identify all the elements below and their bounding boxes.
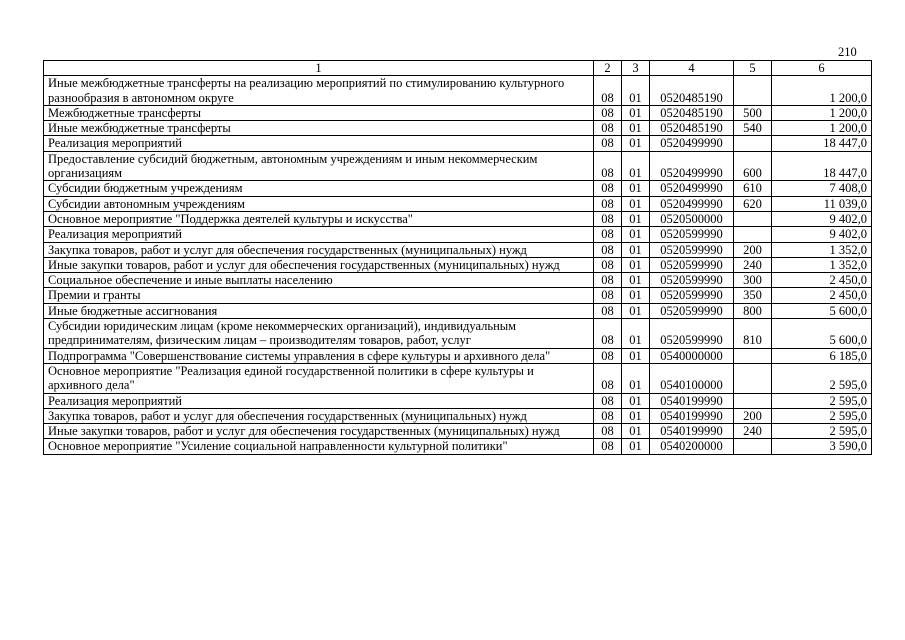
row-expense-type — [734, 348, 772, 363]
column-header: 1 — [44, 61, 594, 76]
table-row — [44, 319, 872, 349]
row-name: Реализация мероприятий — [44, 227, 594, 242]
row-section: 08 — [594, 211, 622, 226]
column-header: 6 — [772, 61, 872, 76]
table-row — [44, 136, 872, 151]
row-target-article: 0520485190 — [650, 105, 734, 120]
table-row — [44, 257, 872, 272]
row-section: 08 — [594, 273, 622, 288]
table-body — [44, 76, 872, 454]
row-section: 08 — [594, 363, 622, 393]
row-amount: 1 200,0 — [772, 76, 872, 106]
row-subsection: 01 — [622, 288, 650, 303]
row-name: Реализация мероприятий — [44, 136, 594, 151]
row-section: 08 — [594, 408, 622, 423]
table-row — [44, 273, 872, 288]
row-name: Субсидии бюджетным учреждениям — [44, 181, 594, 196]
row-subsection: 01 — [622, 227, 650, 242]
row-subsection: 01 — [622, 408, 650, 423]
row-name: Социальное обеспечение и иные выплаты населению — [44, 273, 594, 288]
row-expense-type: 300 — [734, 273, 772, 288]
row-expense-type — [734, 211, 772, 226]
row-subsection: 01 — [622, 242, 650, 257]
table-row — [44, 151, 872, 181]
row-amount: 11 039,0 — [772, 196, 872, 211]
row-section: 08 — [594, 393, 622, 408]
budget-table — [43, 60, 872, 455]
column-header: 2 — [594, 61, 622, 76]
row-name: Иные закупки товаров, работ и услуг для обеспечения государственных (муниципальных) нужд — [44, 257, 594, 272]
row-section: 08 — [594, 303, 622, 318]
row-subsection: 01 — [622, 211, 650, 226]
row-expense-type: 610 — [734, 181, 772, 196]
row-section: 08 — [594, 319, 622, 349]
row-target-article: 0520485190 — [650, 121, 734, 136]
row-section: 08 — [594, 151, 622, 181]
table-row — [44, 242, 872, 257]
row-amount: 18 447,0 — [772, 136, 872, 151]
row-subsection: 01 — [622, 181, 650, 196]
row-name: Предоставление субсидий бюджетным, автономным учреждениям и иным некоммерческим организациям — [44, 151, 594, 181]
row-name: Подпрограмма "Совершенствование системы управления в сфере культуры и архивного дела" — [44, 348, 594, 363]
row-subsection: 01 — [622, 424, 650, 439]
row-name: Субсидии автономным учреждениям — [44, 196, 594, 211]
row-expense-type: 810 — [734, 319, 772, 349]
row-subsection: 01 — [622, 121, 650, 136]
row-section: 08 — [594, 196, 622, 211]
row-target-article: 0520499990 — [650, 151, 734, 181]
column-header: 4 — [650, 61, 734, 76]
row-target-article: 0540200000 — [650, 439, 734, 454]
table-row — [44, 211, 872, 226]
row-subsection: 01 — [622, 257, 650, 272]
row-section: 08 — [594, 181, 622, 196]
row-section: 08 — [594, 424, 622, 439]
table-row — [44, 196, 872, 211]
row-name: Закупка товаров, работ и услуг для обеспечения государственных (муниципальных) нужд — [44, 242, 594, 257]
row-section: 08 — [594, 76, 622, 106]
row-target-article: 0540100000 — [650, 363, 734, 393]
row-expense-type — [734, 363, 772, 393]
row-subsection: 01 — [622, 319, 650, 349]
row-amount: 2 595,0 — [772, 408, 872, 423]
row-expense-type: 500 — [734, 105, 772, 120]
row-expense-type: 600 — [734, 151, 772, 181]
row-target-article: 0520599990 — [650, 257, 734, 272]
row-amount: 3 590,0 — [772, 439, 872, 454]
row-section: 08 — [594, 121, 622, 136]
row-amount: 1 200,0 — [772, 121, 872, 136]
row-name: Основное мероприятие "Усиление социальной направленности культурной политики" — [44, 439, 594, 454]
row-subsection: 01 — [622, 196, 650, 211]
row-section: 08 — [594, 348, 622, 363]
row-name: Реализация мероприятий — [44, 393, 594, 408]
row-target-article: 0540199990 — [650, 424, 734, 439]
row-subsection: 01 — [622, 273, 650, 288]
row-name: Субсидии юридическим лицам (кроме некоммерческих организаций), индивидуальным предпринимателям, физическим лицам – производителям товаров, работ, услуг — [44, 319, 594, 349]
row-amount: 2 450,0 — [772, 273, 872, 288]
row-name: Иные межбюджетные трансферты на реализацию мероприятий по стимулированию культурного разнообразия в автономном округе — [44, 76, 594, 106]
table-row — [44, 408, 872, 423]
row-amount: 2 595,0 — [772, 363, 872, 393]
column-header: 3 — [622, 61, 650, 76]
row-target-article: 0520499990 — [650, 181, 734, 196]
row-amount: 5 600,0 — [772, 319, 872, 349]
row-amount: 5 600,0 — [772, 303, 872, 318]
row-target-article: 0520499990 — [650, 136, 734, 151]
row-expense-type: 200 — [734, 408, 772, 423]
row-target-article: 0520599990 — [650, 227, 734, 242]
table-row — [44, 348, 872, 363]
row-target-article: 0520599990 — [650, 288, 734, 303]
row-target-article: 0540199990 — [650, 393, 734, 408]
row-target-article: 0520599990 — [650, 242, 734, 257]
row-section: 08 — [594, 105, 622, 120]
table-row — [44, 105, 872, 120]
row-name: Иные межбюджетные трансферты — [44, 121, 594, 136]
row-target-article: 0520599990 — [650, 273, 734, 288]
row-name: Основное мероприятие "Реализация единой государственной политики в сфере культуры и архивного дела" — [44, 363, 594, 393]
column-header: 5 — [734, 61, 772, 76]
row-target-article: 0520485190 — [650, 76, 734, 106]
table-row — [44, 288, 872, 303]
row-name: Закупка товаров, работ и услуг для обеспечения государственных (муниципальных) нужд — [44, 408, 594, 423]
row-expense-type: 620 — [734, 196, 772, 211]
row-expense-type — [734, 76, 772, 106]
row-amount: 1 200,0 — [772, 105, 872, 120]
table-row — [44, 121, 872, 136]
row-subsection: 01 — [622, 105, 650, 120]
row-subsection: 01 — [622, 348, 650, 363]
row-subsection: 01 — [622, 363, 650, 393]
row-name: Премии и гранты — [44, 288, 594, 303]
row-subsection: 01 — [622, 151, 650, 181]
row-subsection: 01 — [622, 136, 650, 151]
row-section: 08 — [594, 439, 622, 454]
row-subsection: 01 — [622, 439, 650, 454]
row-amount: 2 595,0 — [772, 424, 872, 439]
table-row — [44, 181, 872, 196]
row-target-article: 0520499990 — [650, 196, 734, 211]
row-name: Иные закупки товаров, работ и услуг для обеспечения государственных (муниципальных) нужд — [44, 424, 594, 439]
row-expense-type: 350 — [734, 288, 772, 303]
row-expense-type — [734, 136, 772, 151]
page-number: 210 — [838, 45, 857, 59]
row-expense-type: 240 — [734, 257, 772, 272]
row-target-article: 0520599990 — [650, 303, 734, 318]
row-amount: 18 447,0 — [772, 151, 872, 181]
row-amount: 2 595,0 — [772, 393, 872, 408]
row-amount: 6 185,0 — [772, 348, 872, 363]
row-section: 08 — [594, 242, 622, 257]
row-section: 08 — [594, 136, 622, 151]
row-expense-type — [734, 393, 772, 408]
row-expense-type: 240 — [734, 424, 772, 439]
row-amount: 9 402,0 — [772, 211, 872, 226]
row-target-article: 0540000000 — [650, 348, 734, 363]
row-section: 08 — [594, 288, 622, 303]
row-name: Иные бюджетные ассигнования — [44, 303, 594, 318]
table-row — [44, 424, 872, 439]
row-subsection: 01 — [622, 303, 650, 318]
row-subsection: 01 — [622, 393, 650, 408]
row-section: 08 — [594, 257, 622, 272]
row-target-article: 0540199990 — [650, 408, 734, 423]
row-expense-type: 800 — [734, 303, 772, 318]
row-subsection: 01 — [622, 76, 650, 106]
row-section: 08 — [594, 227, 622, 242]
row-amount: 1 352,0 — [772, 257, 872, 272]
row-name: Межбюджетные трансферты — [44, 105, 594, 120]
row-amount: 9 402,0 — [772, 227, 872, 242]
table-row — [44, 439, 872, 454]
row-amount: 2 450,0 — [772, 288, 872, 303]
table-row — [44, 393, 872, 408]
row-expense-type — [734, 439, 772, 454]
row-amount: 7 408,0 — [772, 181, 872, 196]
row-expense-type — [734, 227, 772, 242]
row-expense-type: 540 — [734, 121, 772, 136]
row-name: Основное мероприятие "Поддержка деятелей культуры и искусства" — [44, 211, 594, 226]
table-header-row — [44, 61, 872, 76]
row-target-article: 0520599990 — [650, 319, 734, 349]
row-expense-type: 200 — [734, 242, 772, 257]
table-row — [44, 76, 872, 106]
table-row — [44, 363, 872, 393]
table-row — [44, 303, 872, 318]
row-target-article: 0520500000 — [650, 211, 734, 226]
table-row — [44, 227, 872, 242]
row-amount: 1 352,0 — [772, 242, 872, 257]
